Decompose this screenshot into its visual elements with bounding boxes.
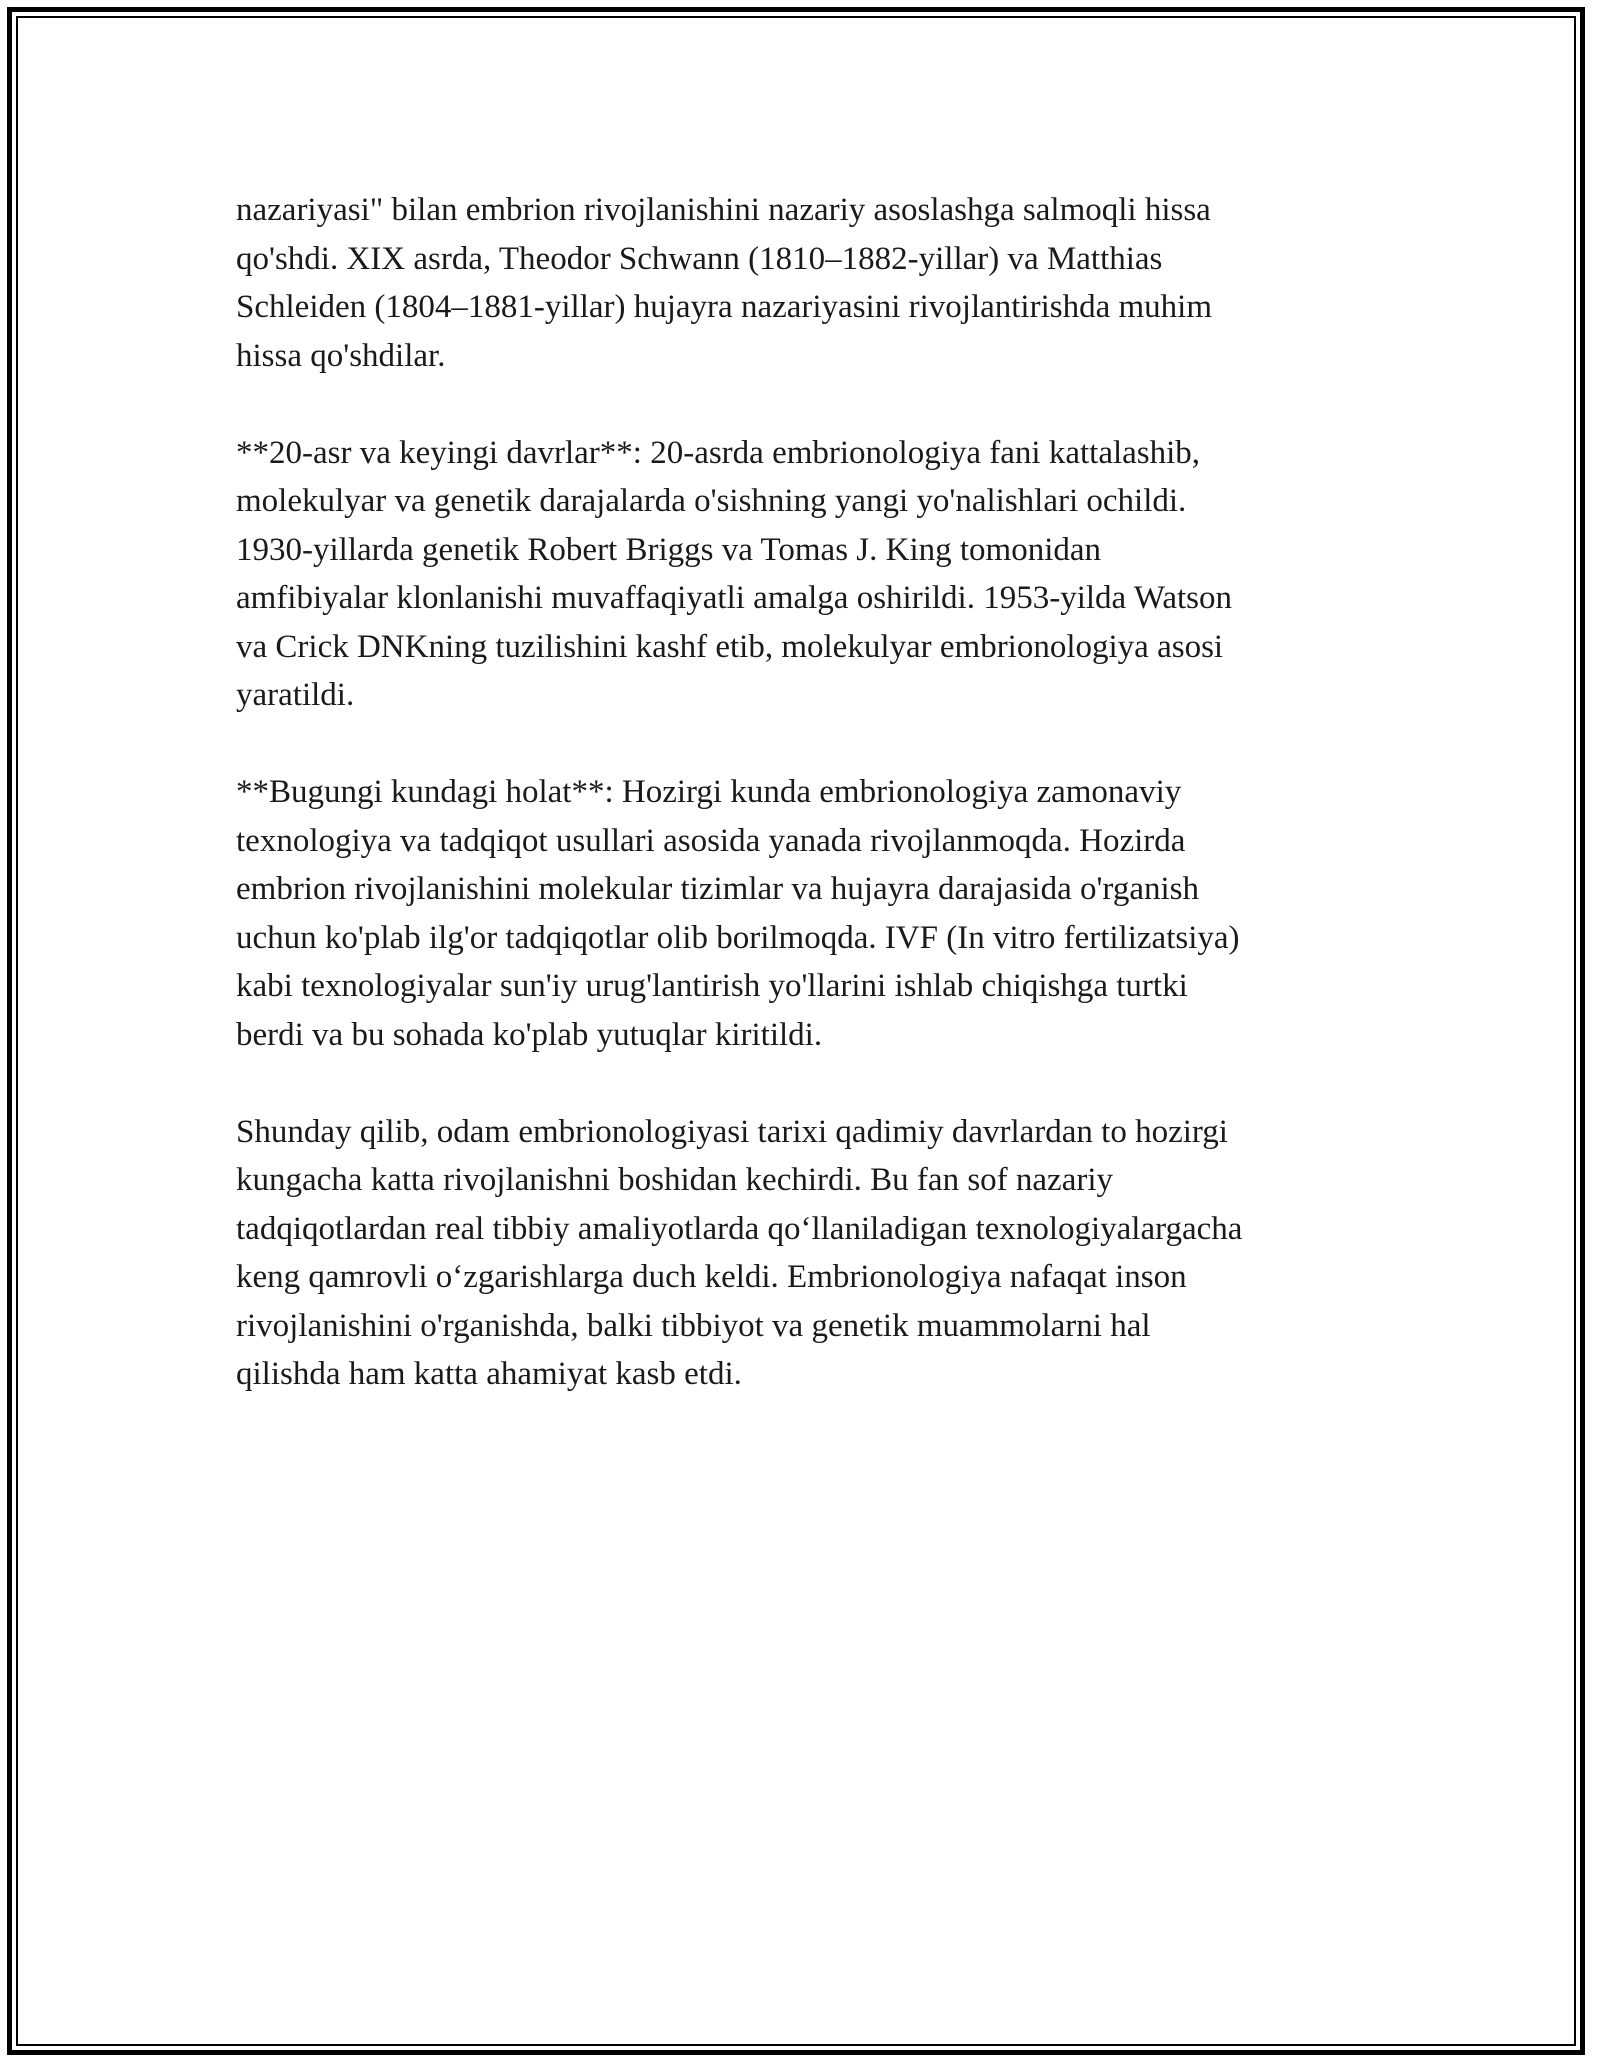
- text-line: embrion rivojlanishini molekular tizimlar va hujayra darajasida o'rganish: [236, 871, 1199, 907]
- text-line: texnologiya va tadqiqot usullari asosida yanada rivojlanmoqda. Hozirda: [236, 822, 1186, 859]
- text-line: yaratildi.: [236, 677, 355, 713]
- text-line: keng qamrovli o‘zgarishlarga duch keldi. Embrionologiya nafaqat inson: [236, 1259, 1187, 1295]
- text-line: **20-asr va keyingi davrlar**: 20-asrda embrionologiya fani kattalashib,: [236, 434, 1201, 471]
- paragraph-20th-century: [236, 429, 1356, 720]
- paragraph-cell-theory: [236, 186, 1356, 380]
- text-line: uchun ko'plab ilg'or tadqiqotlar olib borilmoqda. IVF (In vitro fertilizatsiya): [236, 919, 1240, 956]
- text-line: va Crick DNKning tuzilishini kashf etib, molekulyar embrionologiya asosi: [236, 628, 1224, 665]
- text-line: hissa qo'shdilar.: [236, 337, 446, 374]
- text-line: molekulyar va genetik darajalarda o'sishning yangi yo'nalishlari ochildi.: [236, 483, 1187, 519]
- document-body: [236, 186, 1356, 1447]
- paragraph-current-state: [236, 768, 1356, 1059]
- text-line: 1930-yillarda genetik Robert Briggs va Tomas J. King tomonidan: [236, 531, 1102, 568]
- text-line: rivojlanishini o'rganishda, balki tibbiyot va genetik muammolarni hal: [236, 1307, 1151, 1344]
- text-line: amfibiyalar klonlanishi muvaffaqiyatli amalga oshirildi. 1953-yilda Watson: [236, 580, 1232, 616]
- text-line: kabi texnologiyalar sun'iy urug'lantirish yo'llarini ishlab chiqishga turtki: [236, 968, 1188, 1004]
- text-line: **Bugungi kundagi holat**: Hozirgi kunda embrionologiya zamonaviy: [236, 774, 1182, 810]
- paragraph-conclusion: [236, 1108, 1356, 1399]
- text-line: qilishda ham katta ahamiyat kasb etdi.: [236, 1356, 742, 1392]
- text-line: nazariyasi" bilan embrion rivojlanishini nazariy asoslashga salmoqli hissa: [236, 192, 1211, 228]
- text-line: kungacha katta rivojlanishni boshidan kechirdi. Bu fan sof nazariy: [236, 1162, 1113, 1198]
- text-line: qo'shdi. XIX asrda, Theodor Schwann (1810–1882-yillar) va Matthias: [236, 240, 1163, 277]
- text-line: Schleiden (1804–1881-yillar) hujayra nazariyasini rivojlantirishda muhim: [236, 289, 1212, 325]
- text-line: berdi va bu sohada ko'plab yutuqlar kiritildi.: [236, 1016, 823, 1053]
- text-line: tadqiqotlardan real tibbiy amaliyotlarda qo‘llaniladigan texnologiyalargacha: [236, 1210, 1243, 1247]
- text-line: Shunday qilib, odam embrionologiyasi tarixi qadimiy davrlardan to hozirgi: [236, 1113, 1228, 1150]
